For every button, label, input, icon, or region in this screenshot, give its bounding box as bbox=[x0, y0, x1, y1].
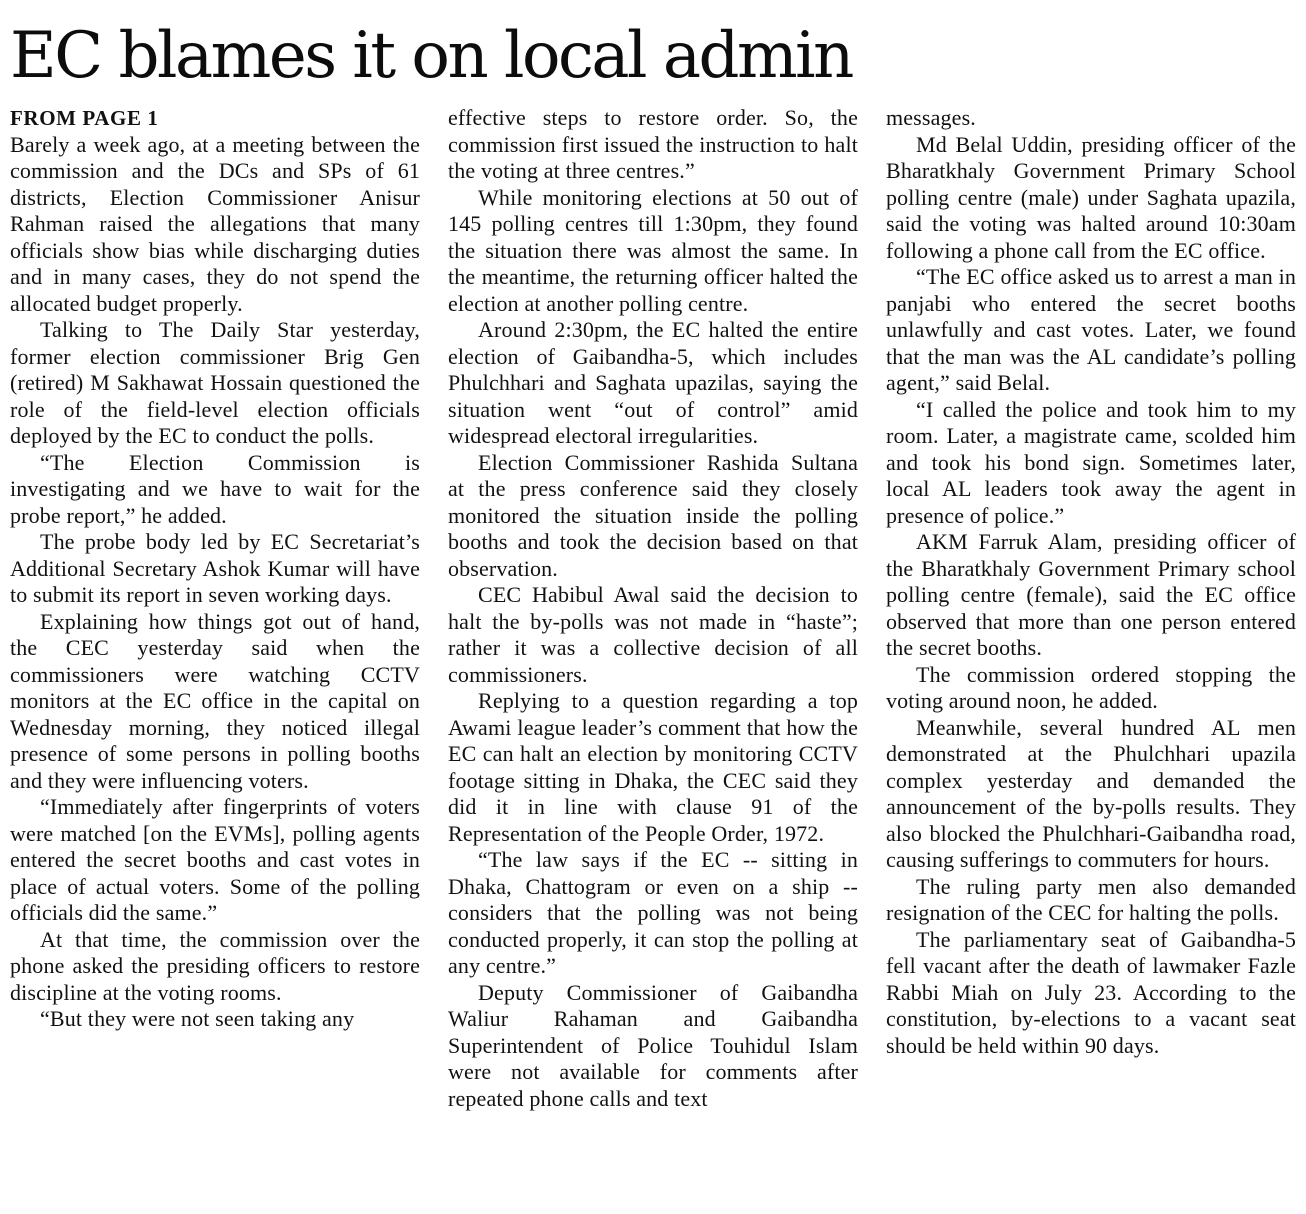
paragraph: “I called the police and took him to my room. Later, a magistrate came, scolded him and took his bond sign. Sometimes later, local AL leaders took away the agent in presence of police.” bbox=[886, 396, 1296, 528]
paragraph: Replying to a question regarding a top Awami league leader’s comment that how the EC can halt an election by monitoring CCTV footage sitting in Dhaka, the CEC said they did it in line with clause 91 of the Representation of the People Order, 1972. bbox=[448, 688, 858, 846]
paragraph: AKM Farruk Alam, presiding officer of the Bharatkhaly Government Primary school polling centre (female), said the EC office observed that more than one person entered the secret booths. bbox=[886, 529, 1296, 660]
paragraph: Deputy Commissioner of Gaibandha Waliur Rahaman and Gaibandha Superintendent of Police Touhidul Islam were not available for comments after repeated phone calls and text bbox=[448, 979, 858, 1111]
paragraph: The commission ordered stopping the voting around noon, he added. bbox=[886, 661, 1296, 713]
paragraph: Barely a week ago, at a meeting between the commission and the DCs and SPs of 61 districts, Election Commissioner Anisur Rahman raised the allegations that many officials show bias while discharging duties and in many cases, they do not spend the allocated budget properly. bbox=[10, 131, 420, 316]
paragraph: At that time, the commission over the phone asked the presiding officers to restore discipline at the voting rooms. bbox=[10, 926, 420, 1005]
paragraph: “The Election Commission is investigating and we have to wait for the probe report,” he added. bbox=[10, 449, 420, 528]
paragraph: effective steps to restore order. So, the commission first issued the instruction to halt the voting at three centres.” bbox=[448, 105, 858, 183]
paragraph: “The EC office asked us to arrest a man in panjabi who entered the secret booths unlawfully and cast votes. Later, we found that the man was the AL candidate’s polling agent,” said Belal. bbox=[886, 264, 1296, 395]
paragraph: The ruling party men also demanded resignation of the CEC for halting the polls. bbox=[886, 873, 1296, 925]
paragraph: Explaining how things got out of hand, the CEC yesterday said when the commissioners were watching CCTV monitors at the EC office in the capital on Wednesday morning, they noticed illegal presence of some persons in polling booths and they were influencing voters. bbox=[10, 608, 420, 793]
paragraph: Meanwhile, several hundred AL men demonstrated at the Phulchhari upazila complex yesterday and demanded the announcement of the by-polls results. They also blocked the Phulchhari-Gaibandha road, causing sufferings to commuters for hours. bbox=[886, 714, 1296, 872]
article-column-3 bbox=[886, 105, 1296, 1205]
paragraph: While monitoring elections at 50 out of 145 polling centres till 1:30pm, they found the situation there was almost the same. In the meantime, the returning officer halted the election at another polling centre. bbox=[448, 184, 858, 316]
paragraph: Election Commissioner Rashida Sultana at the press conference said they closely monitored the situation inside the polling booths and took the decision based on that observation. bbox=[448, 449, 858, 581]
paragraph: Md Belal Uddin, presiding officer of the Bharatkhaly Government Primary School polling centre (male) under Saghata upazila, said the voting was halted around 10:30am following a phone call from the EC office. bbox=[886, 131, 1296, 263]
paragraph: messages. bbox=[886, 105, 976, 130]
paragraph: “The law says if the EC -- sitting in Dhaka, Chattogram or even on a ship -- considers that the polling was not being conducted properly, it can stop the polling at any centre.” bbox=[448, 847, 858, 978]
headline: EC blames it on local admin bbox=[10, 19, 852, 93]
paragraph: The parliamentary seat of Gaibandha-5 fell vacant after the death of lawmaker Fazle Rabbi Miah on July 23. According to the constitution, by-elections to a vacant seat should be held within 90 days. bbox=[886, 926, 1296, 1058]
continued-from-label: FROM PAGE 1 bbox=[10, 106, 159, 130]
paragraph: Around 2:30pm, the EC halted the entire election of Gaibandha-5, which includes Phulchhari and Saghata upazilas, saying the situation went “out of control” amid widespread electoral irregularities. bbox=[448, 317, 858, 448]
paragraph: Talking to The Daily Star yesterday, former election commissioner Brig Gen (retired) M Sakhawat Hossain questioned the role of the field-level election officials deployed by the EC to conduct the polls. bbox=[10, 317, 420, 448]
article-column-1 bbox=[10, 105, 420, 1205]
article-column-2 bbox=[448, 105, 858, 1205]
paragraph: “Immediately after fingerprints of voters were matched [on the EVMs], polling agents entered the secret booths and cast votes in place of actual voters. Some of the polling officials did the same.” bbox=[10, 794, 420, 925]
paragraph: The probe body led by EC Secretariat’s Additional Secretary Ashok Kumar will have to submit its report in seven working days. bbox=[10, 529, 420, 607]
paragraph: “But they were not seen taking any bbox=[40, 1006, 355, 1031]
paragraph: CEC Habibul Awal said the decision to halt the by-polls was not made in “haste”; rather it was a collective decision of all commissioners. bbox=[448, 582, 858, 687]
